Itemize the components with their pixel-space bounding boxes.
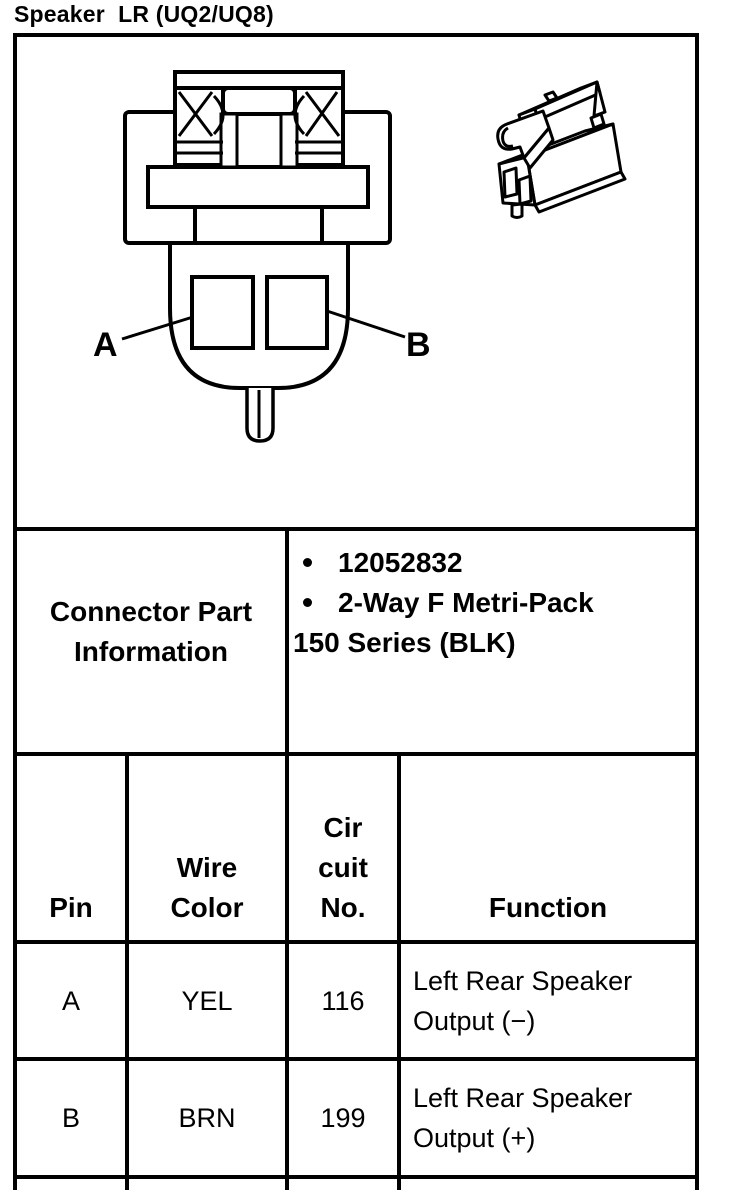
table-row-a-function xyxy=(401,944,695,1057)
header-pin xyxy=(17,756,125,940)
part-number-item xyxy=(289,543,463,583)
table-row-b-wire-color: BRN xyxy=(178,1103,236,1133)
pin-a-label: A xyxy=(93,326,118,364)
table-row-b-function xyxy=(401,1061,695,1175)
part-type-continuation: 150 Series (BLK) xyxy=(293,627,516,658)
connector-diagram xyxy=(13,33,699,527)
table-row-b-circuit-no: 199 xyxy=(320,1103,366,1133)
connector-3d-view-drawing xyxy=(498,82,625,218)
part-type: 2-Way F Metri-Pack xyxy=(338,587,594,618)
part-number: 12052832 xyxy=(338,547,463,578)
part-info-heading-line1: Connector Part xyxy=(49,595,253,627)
header-circuit-line1: Cir xyxy=(323,812,363,843)
part-type-item xyxy=(289,583,594,623)
header-circuit-line2: cuit xyxy=(318,852,368,883)
row-b-function-line1: Left Rear Speaker xyxy=(413,1083,633,1113)
header-pin-label: Pin xyxy=(49,892,93,923)
pin-b-label: B xyxy=(406,326,431,364)
connector-part-info-details xyxy=(289,531,695,752)
connector-front-view-drawing xyxy=(122,72,405,441)
row-divider-bottom xyxy=(13,1175,699,1179)
header-wire-color xyxy=(129,756,285,940)
header-wire-line2: Color xyxy=(170,892,244,923)
header-function-label: Function xyxy=(488,892,608,923)
table-row-a-pin: A xyxy=(61,985,80,1016)
table-row-b-pin: B xyxy=(61,1103,80,1133)
row-b-function-line2: Output (+) xyxy=(413,1123,536,1153)
bullet-icon xyxy=(303,598,312,607)
header-wire-line1: Wire xyxy=(176,852,238,883)
header-circuit-line3: No. xyxy=(320,892,366,923)
table-row-a-wire-color: YEL xyxy=(181,985,233,1016)
bullet-icon xyxy=(303,558,312,567)
header-circuit-no xyxy=(289,756,397,940)
table-row-a-circuit-no: 116 xyxy=(321,985,365,1016)
row-a-function-line2: Output (−) xyxy=(413,1005,536,1036)
page-title: Speaker LR (UQ2/UQ8) xyxy=(14,1,274,27)
row-a-function-line1: Left Rear Speaker xyxy=(413,965,633,996)
connector-part-info-heading xyxy=(17,531,285,752)
part-info-heading-line2: Information xyxy=(74,635,228,667)
header-function xyxy=(401,756,695,940)
